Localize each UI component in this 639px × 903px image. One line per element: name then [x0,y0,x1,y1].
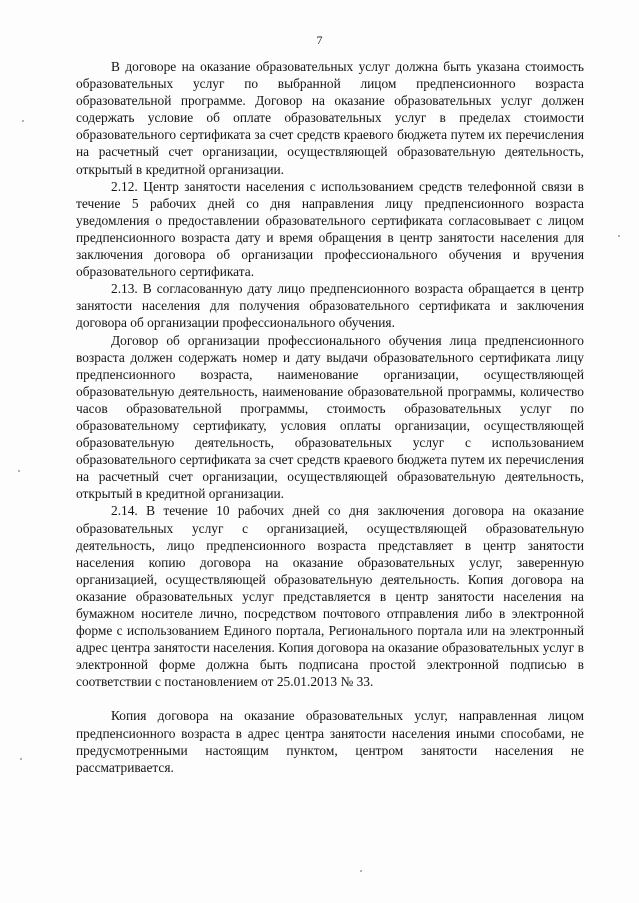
scan-speck [20,758,22,760]
scan-speck [18,470,20,472]
scan-speck [360,870,362,872]
paragraph-2-13: 2.13. В согласованную дату лицо предпенсионного возраста обращается в центр занятости населения для получения образовательного сертификата и заключения договора об организации профессионального обучения. [76,281,584,331]
page-number: 7 [316,33,323,47]
paragraph-training-contract: Договор об организации профессионального обучения лица предпенсионного возраста должен содержать номер и дату выдачи образовательного сертификата лицу предпенсионного возраста, наименование организации, осуществляющей образовательную деятельность, наименование образовательной программы, количество часов образовательной программы, стоимость образовательных услуг по образовательному сертификату, условия оплаты организации, осуществляющей образовательную деятельность, образовательных услуг с использованием образовательного сертификата за счет средств краевого бюджета путем их перечисления на расчетный счет организации, осуществляющей образовательную деятельность, открытый в кредитной организации. [76,332,584,502]
paragraph-contract-copy: Копия договора на оказание образовательных услуг, направленная лицом предпенсионного возраста в адрес центра занятости населения иными способами, не предусмотренными настоящим пунктом, центром занятости населения не рассматривается. [76,708,584,775]
paragraph-2-12: 2.12. Центр занятости населения с использованием средств телефонной связи в течение 5 рабочих дней со дня направления лицу предпенсионного возраста уведомления о предоставлении образовательного сертификата согласовывает с лицом предпенсионного возраста дату и время обращения в центр занятости населения для заключения договора об организации профессионального обучения и вручения образовательного сертификата. [76,178,584,280]
document-body [76,58,584,776]
scan-speck [618,235,620,237]
scan-speck [22,120,24,122]
paragraph-2-14: 2.14. В течение 10 рабочих дней со дня заключения договора на оказание образовательных услуг с организацией, осуществляющей образовательную деятельность, лицо предпенсионного возраста представляет в центр занятости населения копию договора на оказание образовательных услуг, заверенную организацией, осуществляющей образовательную деятельность. Копия договора на оказание образовательных услуг представляется в центр занятости населения на бумажном носителе лично, посредством почтового отправления либо в электронной форме с использованием Единого портала, Регионального портала или на электронный адрес центра занятости населения. Копия договора на оказание образовательных услуг в электронной форме должна быть подписана простой электронной подписью в соответствии с постановлением от 25.01.2013 № 33. [76,503,584,690]
paragraph-contract-cost: В договоре на оказание образовательных услуг должна быть указана стоимость образовательных услуг по выбранной лицом предпенсионного возраста образовательной программе. Договор на оказание образовательных услуг должен содержать условие об оплате образовательных услуг в пределах стоимости образовательного сертификата за счет средств краевого бюджета путем их перечисления на расчетный счет организации, осуществляющей образовательную деятельность, открытый в кредитной организации. [76,59,584,177]
